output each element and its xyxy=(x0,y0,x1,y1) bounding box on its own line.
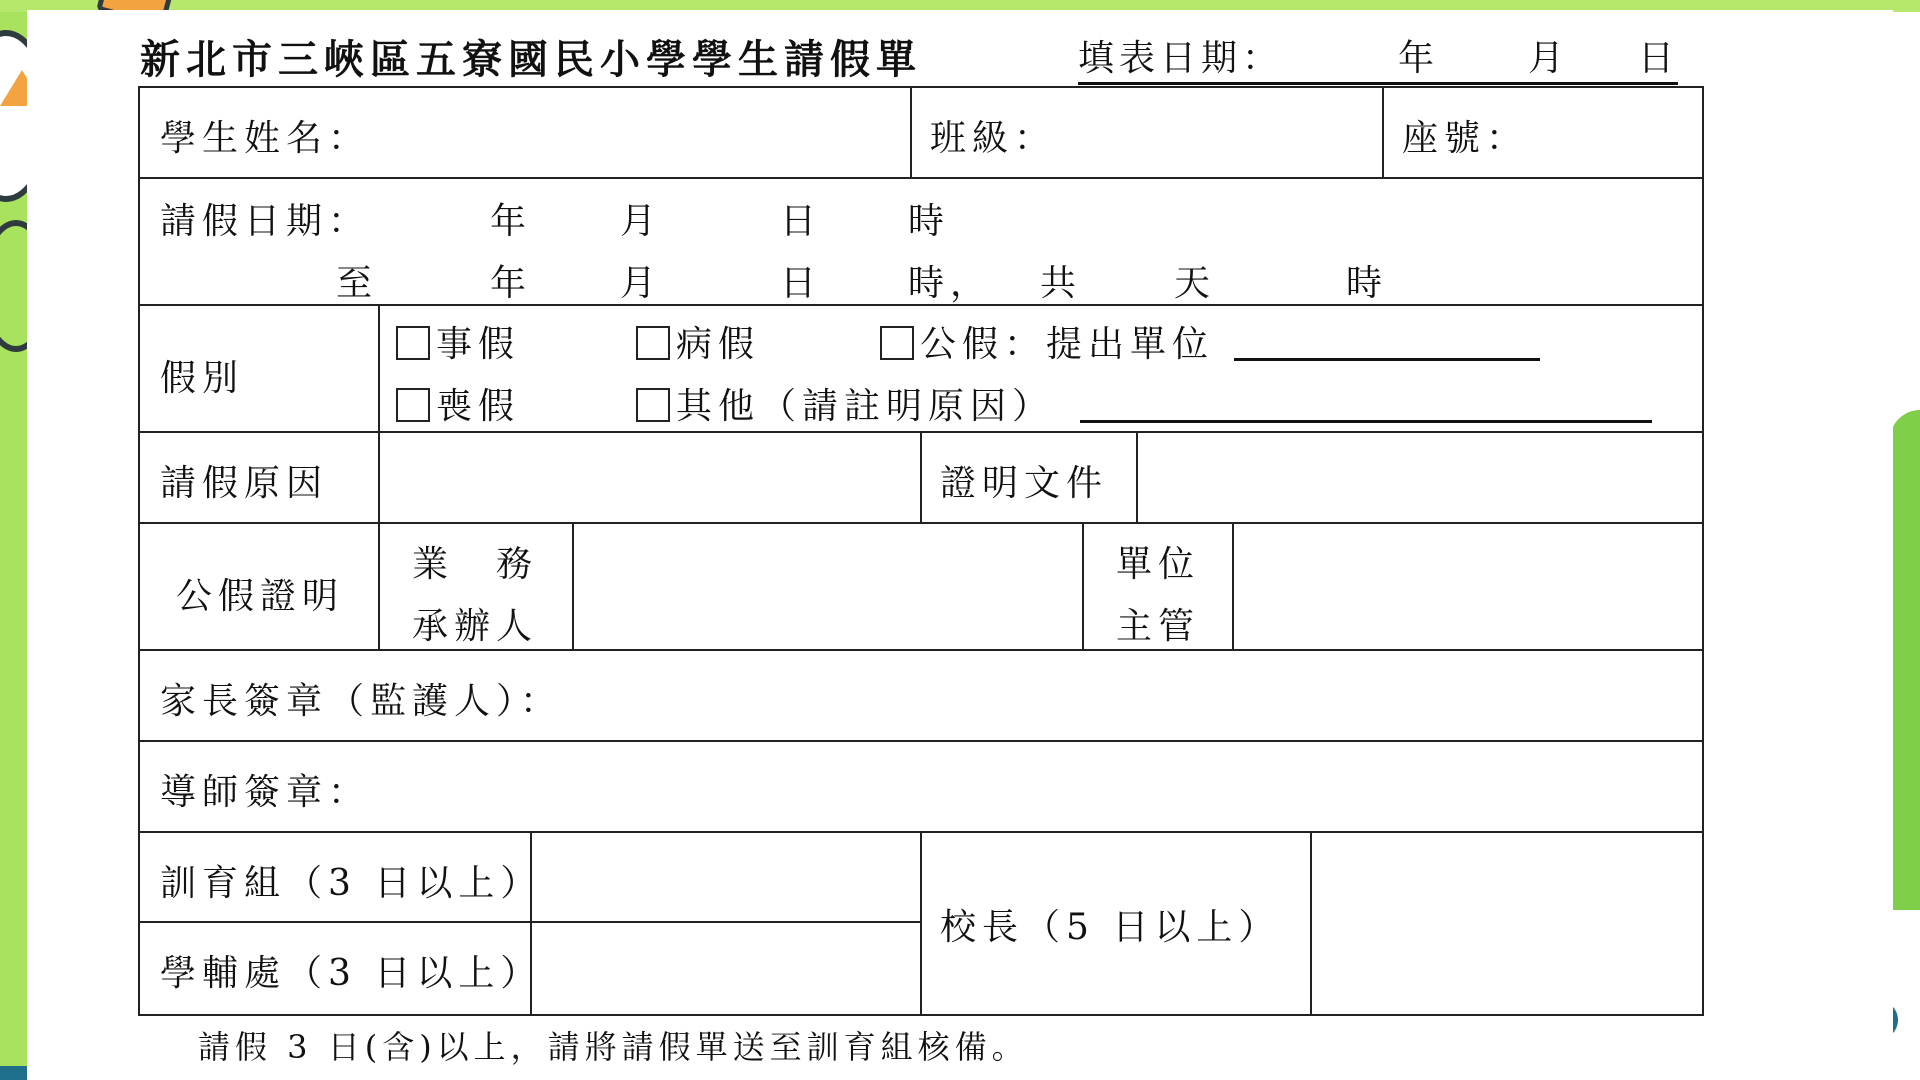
handler-label-line1: 業 務 xyxy=(412,544,539,585)
leave-date-label: 請假日期： xyxy=(160,201,371,242)
from-year: 年 xyxy=(490,201,533,242)
leave-form-table xyxy=(138,86,1704,1016)
to-year: 年 xyxy=(490,263,533,304)
from-hour: 時 xyxy=(908,201,951,242)
to-day: 日 xyxy=(780,263,823,304)
other-leave-label: 其他（請註明原因） xyxy=(676,386,1055,427)
funeral-leave-checkbox[interactable] xyxy=(396,388,430,422)
personal-leave-checkbox[interactable] xyxy=(396,326,430,360)
sick-leave-label: 病假 xyxy=(676,324,761,365)
counseling-office-label: 學輔處（3 日以上） xyxy=(160,953,543,994)
total-label: 共 xyxy=(1040,263,1083,304)
form-title: 新北市三峽區五寮國民小學學生請假單 xyxy=(140,36,922,83)
proof-document-label: 證明文件 xyxy=(940,463,1109,504)
hours-label: 時 xyxy=(1346,263,1389,304)
decorative-corner xyxy=(0,1066,30,1080)
fill-date xyxy=(1078,30,1678,85)
student-name-label: 學生姓名： xyxy=(160,118,371,159)
fill-date-year: 年 xyxy=(1398,38,1440,79)
fill-date-day: 日 xyxy=(1638,38,1680,79)
official-leave-label: 公假：提出單位 xyxy=(920,324,1215,365)
handler-label-line2: 承辦人 xyxy=(412,606,539,647)
official-unit-line[interactable] xyxy=(1234,358,1540,361)
supervisor-label-line1: 單位 xyxy=(1116,544,1201,585)
seat-number-label: 座號： xyxy=(1402,118,1529,159)
official-leave-checkbox[interactable] xyxy=(880,326,914,360)
principal-label: 校長（5 日以上） xyxy=(940,907,1281,948)
other-reason-line[interactable] xyxy=(1080,420,1652,423)
row-parent-signature xyxy=(140,651,1702,742)
parent-signature-label: 家長簽章（監護人）： xyxy=(160,681,563,722)
from-month: 月 xyxy=(620,201,663,242)
class-label: 班級： xyxy=(930,118,1057,159)
discipline-section-label: 訓育組（3 日以上） xyxy=(160,863,543,904)
option-personal-leave[interactable] xyxy=(396,316,520,367)
row-leave-type xyxy=(140,306,1702,433)
option-sick-leave[interactable] xyxy=(636,316,760,367)
fill-date-label: 填表日期： xyxy=(1078,38,1284,79)
background-green-band-right xyxy=(1890,410,1920,910)
official-proof-label: 公假證明 xyxy=(176,576,345,617)
footnote: 請假 3 日(含)以上，請將請假單送至訓育組核備。 xyxy=(198,1028,1029,1066)
to-hour: 時， xyxy=(908,263,993,304)
supervisor-label-line2: 主管 xyxy=(1116,606,1201,647)
sick-leave-checkbox[interactable] xyxy=(636,326,670,360)
to-label: 至 xyxy=(336,263,379,304)
row-teacher-signature xyxy=(140,742,1702,833)
row-leave-dates xyxy=(140,179,1702,306)
row-official-proof xyxy=(140,524,1702,651)
row-approvals xyxy=(140,833,1702,1014)
teacher-signature-label: 導師簽章： xyxy=(160,772,371,813)
other-leave-checkbox[interactable] xyxy=(636,388,670,422)
funeral-leave-label: 喪假 xyxy=(436,386,521,427)
fill-date-month: 月 xyxy=(1528,38,1570,79)
from-day: 日 xyxy=(780,201,823,242)
leave-type-label: 假別 xyxy=(160,358,245,399)
row-student-info xyxy=(140,88,1702,179)
leave-reason-label: 請假原因 xyxy=(160,463,329,504)
option-other-leave[interactable] xyxy=(636,378,1054,429)
option-funeral-leave[interactable] xyxy=(396,378,520,429)
personal-leave-label: 事假 xyxy=(436,324,521,365)
row-leave-reason xyxy=(140,433,1702,524)
option-official-leave[interactable] xyxy=(880,316,1214,367)
to-month: 月 xyxy=(620,263,663,304)
days-label: 天 xyxy=(1174,263,1217,304)
